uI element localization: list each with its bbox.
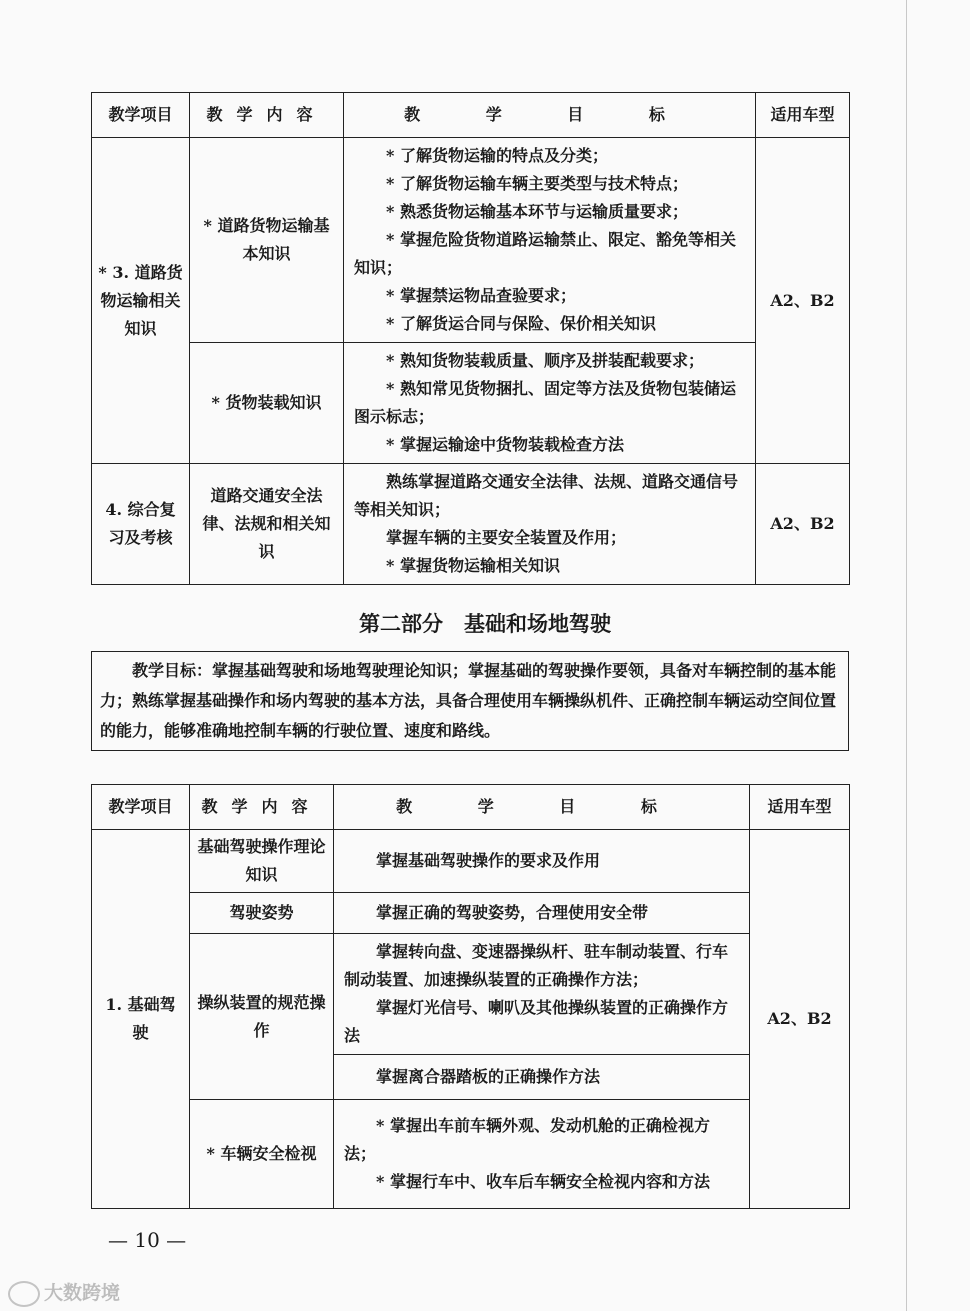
content-cell-a: 基础驾驶操作理论知识 [190, 830, 334, 893]
header-goal: 教 学 目 标 [344, 93, 756, 138]
objective-label: 教学目标： [132, 661, 213, 680]
table-row [92, 1100, 850, 1209]
goal-line: * 了解货运合同与保险、保价相关知识 [386, 314, 656, 333]
table-row [92, 830, 850, 893]
header-content: 教学内容 [190, 93, 344, 138]
table-row [92, 934, 850, 1055]
header-goal: 教 学 目 标 [334, 785, 750, 830]
goal-line: * 熟知货物装载质量、顺序及拼装配载要求； [386, 351, 704, 370]
header-content: 教学内容 [190, 785, 334, 830]
goal-line: * 熟悉货物运输基本环节与运输质量要求； [386, 202, 688, 221]
content-cell-c: 操纵装置的规范操作 [190, 934, 334, 1100]
goal-cell-4 [344, 464, 756, 585]
page-number: — 10 — [108, 1228, 187, 1252]
goal-line: * 掌握运输途中货物装载检查方法 [386, 435, 624, 454]
vehicle-cell-1: A2、B2 [750, 830, 850, 1209]
goal-cell-c [334, 934, 750, 1055]
goal-cell-a [334, 830, 750, 893]
goal-line: 掌握灯光信号、喇叭及其他操纵装置的正确操作方法 [344, 998, 729, 1045]
page-edge-line [906, 0, 907, 1311]
goal-line: * 了解货物运输车辆主要类型与技术特点； [386, 174, 688, 193]
goal-cell-3b [344, 343, 756, 464]
goal-line: * 掌握行车中、收车后车辆安全检视内容和方法 [376, 1172, 710, 1191]
header-vehicle: 适用车型 [756, 93, 850, 138]
objective-text: 掌握基础驾驶和场地驾驶理论知识；掌握基础的驾驶操作要领，具备对车辆控制的基本能力；熟练掌握基础操作和场内驾驶的基本方法，具备合理使用车辆操纵机件、正确控制车辆运动空间位置的能力，能够准确地控制车辆的行驶位置、速度和路线。 [100, 661, 837, 740]
content-cell-b: 驾驶姿势 [190, 893, 334, 934]
goal-line: 掌握转向盘、变速器操纵杆、驻车制动装置、行车制动装置、加速操纵装置的正确操作方法； [344, 942, 729, 989]
goal-line: * 掌握出车前车辆外观、发动机舱的正确检视方法； [344, 1116, 710, 1163]
goal-cell-d [334, 1100, 750, 1209]
objective-box [91, 651, 849, 751]
goal-cell-b [334, 893, 750, 934]
teaching-table-2 [91, 784, 850, 1209]
watermark-text: 大数跨境 [44, 1282, 121, 1304]
goal-cell-3a [344, 138, 756, 343]
header-project: 教学项目 [92, 93, 190, 138]
goal-line: 掌握车辆的主要安全装置及作用； [386, 528, 627, 547]
goal-line: * 掌握禁运物品查验要求； [386, 286, 576, 305]
goal-line: * 熟知常见货物捆扎、固定等方法及货物包装储运图示标志； [354, 379, 736, 426]
goal-cell-c2 [334, 1055, 750, 1100]
watermark-logo-icon [8, 1281, 40, 1307]
table1-header-row [92, 93, 850, 138]
table-row [92, 893, 850, 934]
project-cell-1: 1. 基础驾驶 [92, 830, 190, 1209]
goal-line: 熟练掌握道路交通安全法律、法规、道路交通信号等相关知识； [354, 472, 739, 519]
goal-line: 掌握离合器踏板的正确操作方法 [376, 1067, 601, 1086]
goal-line: * 掌握货物运输相关知识 [386, 556, 560, 575]
table-row [92, 464, 850, 585]
content-cell-3a: * 道路货物运输基本知识 [190, 138, 344, 343]
content-cell-4: 道路交通安全法律、法规和相关知识 [190, 464, 344, 585]
content-cell-3b: * 货物装载知识 [190, 343, 344, 464]
teaching-table-1 [91, 92, 850, 585]
project-cell-3: * 3. 道路货物运输相关知识 [92, 138, 190, 464]
watermark [8, 1278, 120, 1307]
goal-line: 掌握正确的驾驶姿势，合理使用安全带 [376, 903, 649, 922]
vehicle-cell-3: A2、B2 [756, 138, 850, 464]
project-cell-4: 4. 综合复习及考核 [92, 464, 190, 585]
goal-line: 掌握基础驾驶操作的要求及作用 [376, 851, 601, 870]
table-row [92, 138, 850, 343]
goal-line: * 掌握危险货物道路运输禁止、限定、豁免等相关知识； [354, 230, 736, 277]
vehicle-cell-4: A2、B2 [756, 464, 850, 585]
goal-line: * 了解货物运输的特点及分类； [386, 146, 608, 165]
table-row [92, 343, 850, 464]
header-vehicle: 适用车型 [750, 785, 850, 830]
content-cell-d: * 车辆安全检视 [190, 1100, 334, 1209]
section-title: 第二部分 基础和场地驾驶 [359, 612, 611, 636]
header-project: 教学项目 [92, 785, 190, 830]
table2-header-row [92, 785, 850, 830]
